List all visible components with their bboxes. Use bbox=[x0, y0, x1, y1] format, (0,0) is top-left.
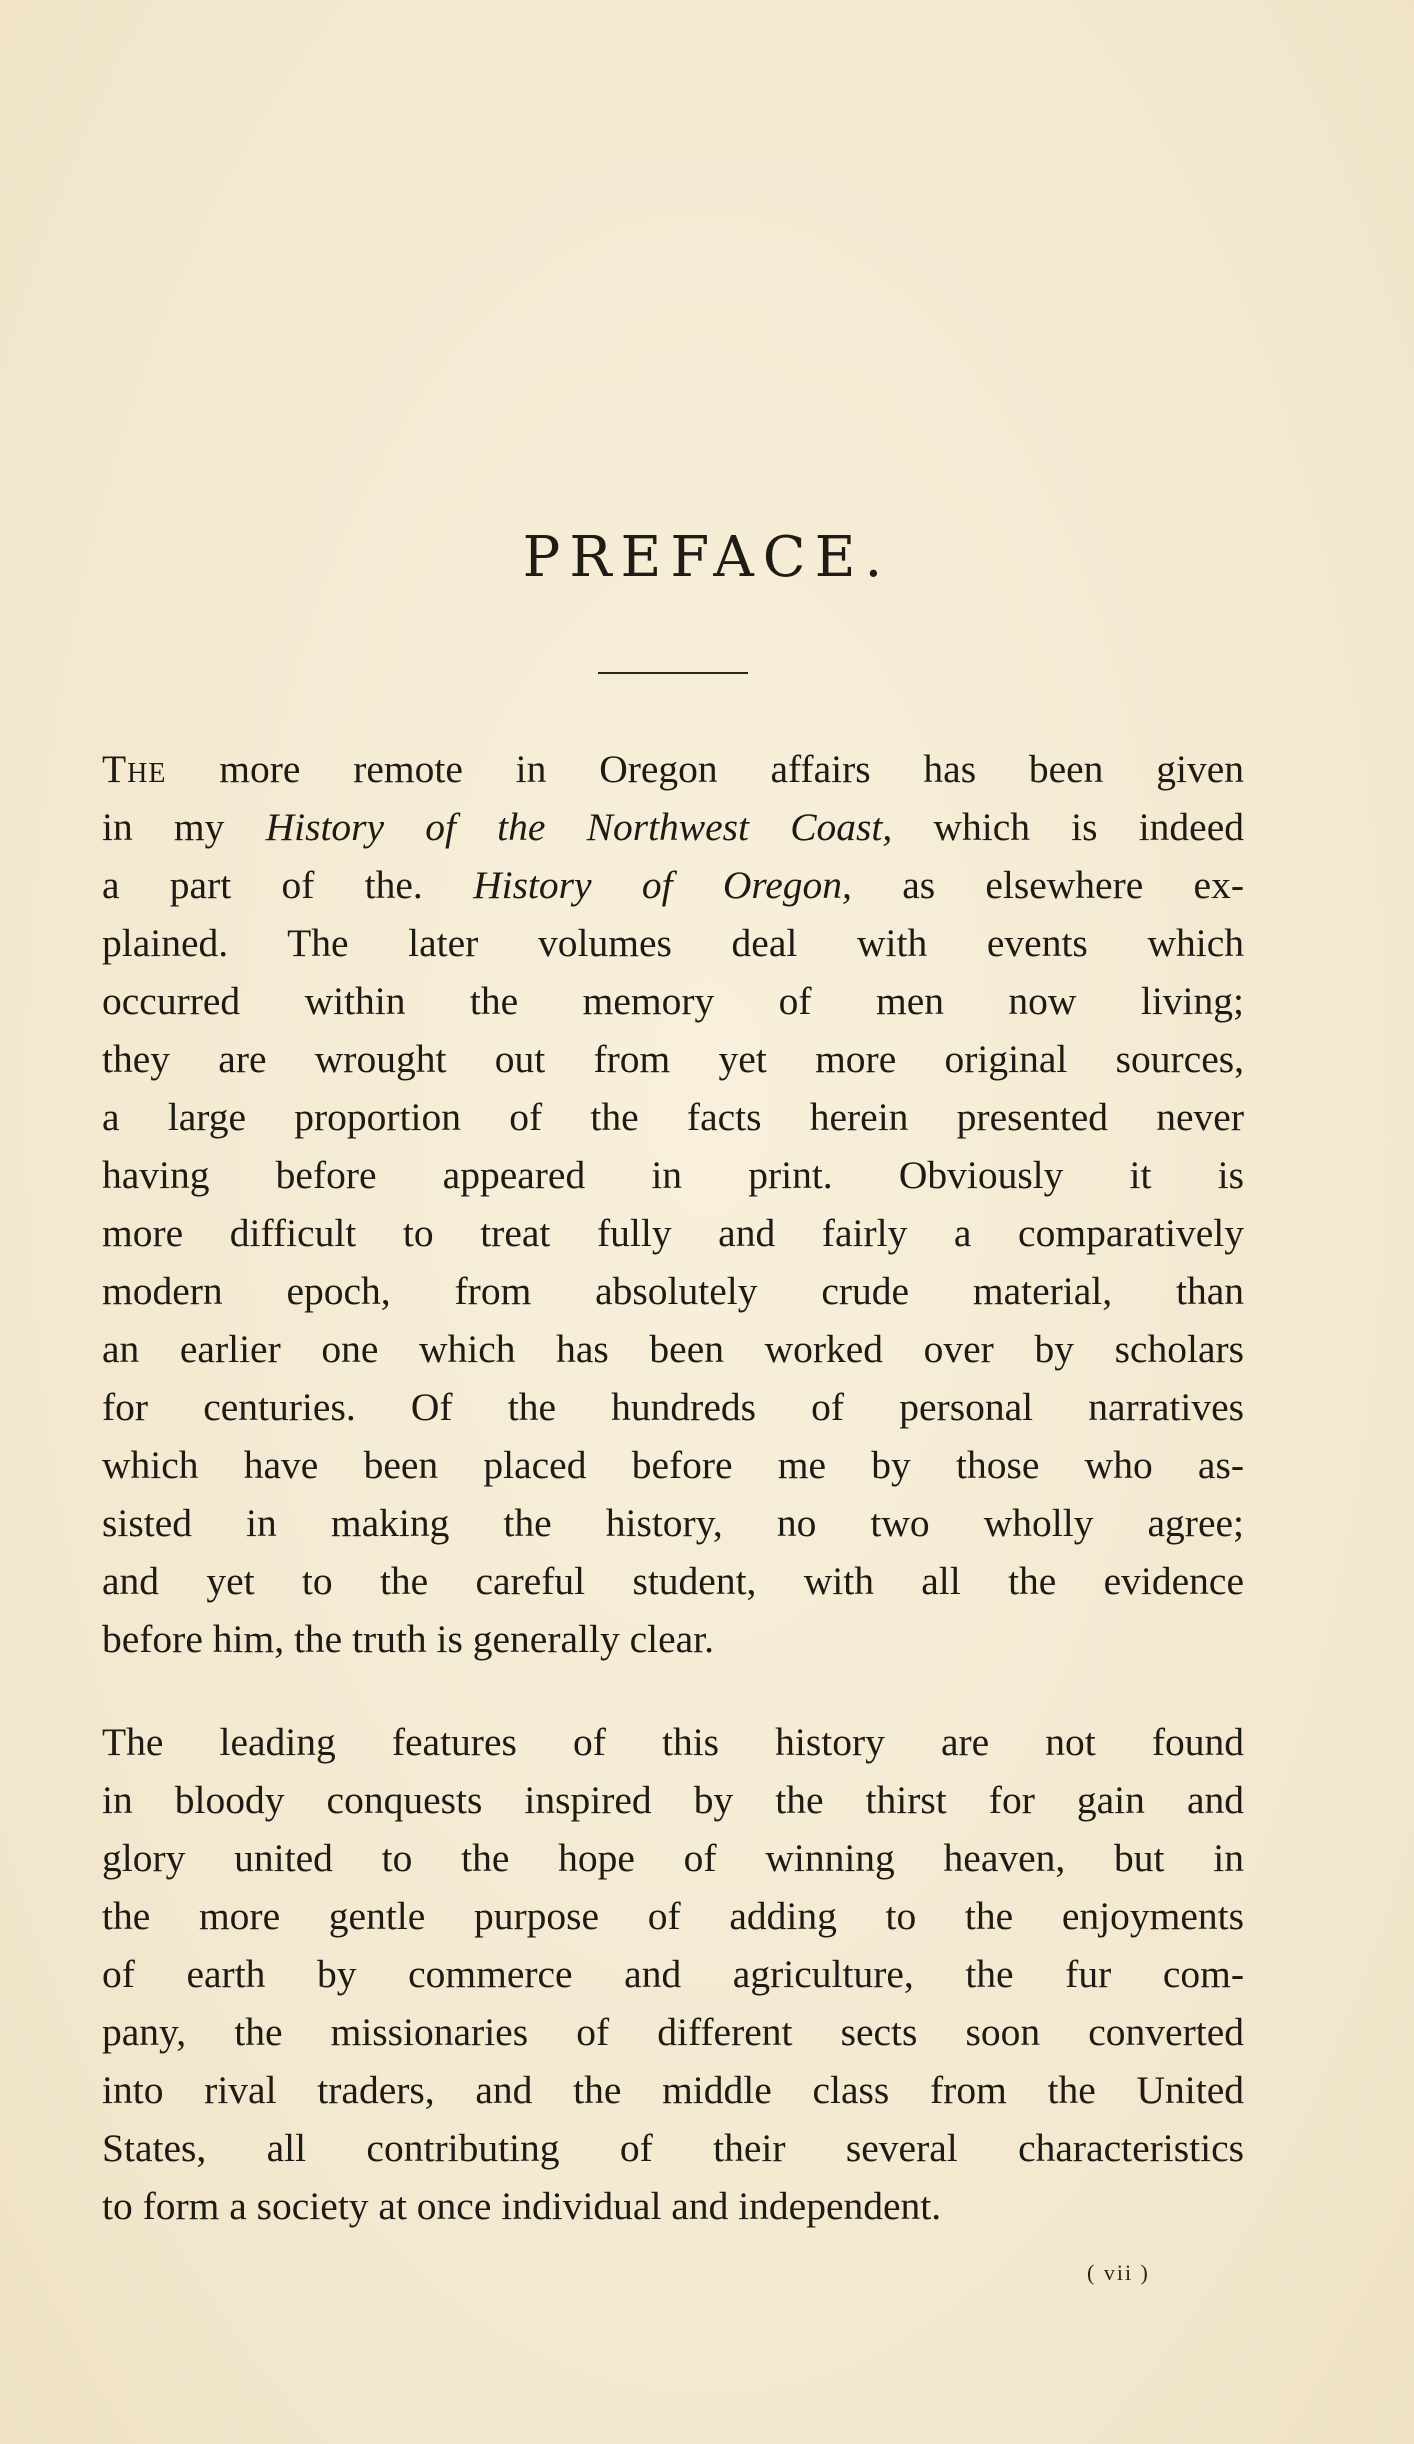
text-line: a large proportion of the facts herein presented never bbox=[102, 1095, 1244, 1139]
text-line: States, all contributing of their several characteristics bbox=[102, 2126, 1244, 2170]
text-line: The leading features of this history are not found bbox=[102, 1720, 1244, 1764]
text-line: having before appeared in print. Obviously it is bbox=[102, 1153, 1244, 1197]
text-line: the more gentle purpose of adding to the enjoyments bbox=[102, 1894, 1244, 1938]
text-line: which have been placed before me by those who as- bbox=[102, 1443, 1244, 1487]
text-line: an earlier one which has been worked over by scholars bbox=[102, 1327, 1244, 1371]
italic-title: History of the Northwest Coast, bbox=[265, 805, 893, 849]
text-line: they are wrought out from yet more original sources, bbox=[102, 1037, 1244, 1081]
text-line: in bloody conquests inspired by the thirst for gain and bbox=[102, 1778, 1244, 1822]
text-line: glory united to the hope of winning heaven, but in bbox=[102, 1836, 1244, 1880]
text-line: more difficult to treat fully and fairly a comparatively bbox=[102, 1211, 1244, 1255]
text-line: to form a society at once individual and independent. bbox=[102, 2184, 942, 2228]
italic-title: History of Oregon, bbox=[473, 863, 852, 907]
text-line: sisted in making the history, no two wholly agree; bbox=[102, 1501, 1244, 1545]
text-line: into rival traders, and the middle class from the United bbox=[102, 2068, 1244, 2112]
page-title: PREFACE. bbox=[522, 525, 892, 590]
text-line: occurred within the memory of men now living; bbox=[102, 979, 1244, 1023]
paragraph-1 bbox=[102, 740, 1244, 1668]
paragraph-2 bbox=[102, 1713, 1244, 2235]
text-line: for centuries. Of the hundreds of personal narratives bbox=[102, 1385, 1244, 1429]
page-number: ( vii ) bbox=[1087, 2260, 1150, 2285]
lead-word: The bbox=[102, 747, 167, 791]
text-line: of earth by commerce and agriculture, the fur com- bbox=[102, 1952, 1244, 1996]
text-line: and yet to the careful student, with all the evidence bbox=[102, 1559, 1244, 1603]
text-line: a part of the. History of Oregon, as elsewhere ex- bbox=[102, 863, 1244, 907]
title-rule bbox=[598, 672, 748, 674]
text-line: modern epoch, from absolutely crude material, than bbox=[102, 1269, 1244, 1313]
text-line: in my History of the Northwest Coast, which is indeed bbox=[102, 805, 1244, 849]
text-line: before him, the truth is generally clear. bbox=[102, 1617, 715, 1661]
text-line: pany, the missionaries of different sects soon converted bbox=[102, 2010, 1244, 2054]
text-line: The more remote in Oregon affairs has been given bbox=[102, 747, 1244, 791]
text-line: plained. The later volumes deal with events which bbox=[102, 921, 1244, 965]
